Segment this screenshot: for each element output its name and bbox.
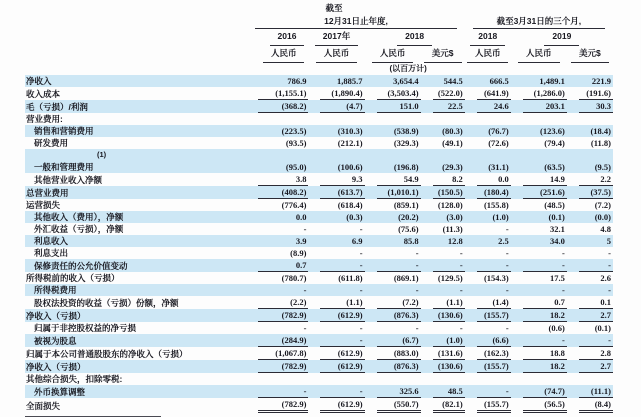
table-row bbox=[25, 87, 613, 100]
cell-value bbox=[465, 113, 511, 125]
table-row bbox=[25, 347, 613, 360]
header-currency-row bbox=[25, 46, 613, 63]
cell-value: (8.4) bbox=[567, 398, 613, 413]
cell-value: 22.5 bbox=[421, 100, 465, 113]
cell-value: (155.8) bbox=[483, 200, 509, 210]
cell-value: (37.5) bbox=[567, 186, 613, 199]
cell-value: (776.4) bbox=[281, 200, 307, 210]
table-row bbox=[25, 149, 613, 161]
cell-value: - bbox=[511, 334, 567, 347]
cell-value: (1.0) bbox=[421, 334, 465, 347]
cell-value: (251.6) bbox=[511, 186, 567, 199]
row-label: 毛（亏损）/利润 bbox=[25, 100, 203, 113]
cell-value: (6.7) bbox=[365, 334, 421, 347]
row-label: 其他收入（费用），净额 bbox=[25, 211, 203, 223]
row-label: 归属于本公司普通股股东的净收入（亏损） bbox=[26, 348, 188, 359]
cell-value bbox=[308, 149, 364, 161]
cell-value: - bbox=[511, 259, 567, 272]
cell-value: 34.0 bbox=[511, 235, 567, 247]
cell-value: (6.6) bbox=[465, 334, 511, 347]
cell-value: - bbox=[359, 323, 363, 333]
cell-value: - bbox=[415, 248, 419, 258]
row-label: 股权法投资的收益（亏损）份额，净额 bbox=[34, 297, 179, 308]
cell-value: (883.0) bbox=[365, 347, 421, 360]
cell-value: - bbox=[511, 284, 567, 296]
cell-value: - bbox=[415, 323, 419, 333]
cell-value: - bbox=[608, 248, 611, 258]
cell-value: (72.6) bbox=[488, 138, 509, 148]
cell-value: (1.1) bbox=[308, 296, 364, 309]
table-body bbox=[25, 75, 613, 413]
cell-value: (1,155.1) bbox=[203, 87, 308, 100]
row-label: 外汇收益（亏损），净额 bbox=[34, 224, 124, 234]
cell-value: 1,885.7 bbox=[308, 75, 364, 87]
cell-value: (613.7) bbox=[308, 186, 364, 199]
cell-value: (859.1) bbox=[393, 200, 419, 210]
cell-value: - bbox=[465, 259, 511, 272]
cell-value: (612.9) bbox=[308, 309, 364, 322]
row-label: 运营损失 bbox=[26, 200, 61, 210]
cell-value: (0.6) bbox=[548, 323, 565, 333]
cell-value: (368.2) bbox=[203, 100, 308, 113]
cell-value: 3.9 bbox=[203, 235, 308, 247]
cell-value: 151.0 bbox=[365, 100, 421, 113]
cell-value bbox=[421, 149, 465, 161]
cell-value bbox=[421, 113, 465, 125]
cell-value: 8.2 bbox=[421, 173, 465, 186]
cell-value: (0.1) bbox=[594, 323, 611, 333]
year-column-2016: 2016 bbox=[203, 29, 308, 46]
cell-value: (155.7) bbox=[465, 309, 511, 322]
cell-value bbox=[511, 113, 567, 125]
cell-value: (1.1) bbox=[421, 296, 465, 309]
cell-value: (100.6) bbox=[308, 161, 364, 173]
table-row bbox=[25, 125, 613, 137]
table-row bbox=[25, 322, 613, 334]
cell-value bbox=[567, 113, 613, 125]
cell-value: (155.7) bbox=[465, 398, 511, 413]
cell-value: (310.3) bbox=[308, 125, 364, 137]
cell-value: - bbox=[303, 323, 307, 333]
currency-rmb-2018q1: 人民币 bbox=[465, 46, 511, 63]
cell-value bbox=[308, 373, 364, 385]
table-row bbox=[25, 247, 613, 259]
cell-value: (212.1) bbox=[337, 138, 363, 148]
cell-value: (522.0) bbox=[421, 87, 465, 100]
cell-value: (550.7) bbox=[365, 398, 421, 413]
cell-value: (7.2) bbox=[365, 296, 421, 309]
cell-value: 544.5 bbox=[421, 75, 465, 87]
cell-value: (1.0) bbox=[465, 211, 511, 223]
cell-value: 2.6 bbox=[600, 273, 611, 283]
cell-value bbox=[421, 373, 465, 385]
cell-value: - bbox=[365, 284, 421, 296]
currency-rmb-2018: 人民币 bbox=[365, 46, 421, 63]
cell-value: - bbox=[567, 284, 613, 296]
cell-value: - bbox=[203, 385, 308, 398]
cell-value: 786.9 bbox=[203, 75, 308, 87]
cell-value: (8.9) bbox=[290, 248, 307, 258]
cell-value: (538.9) bbox=[365, 125, 421, 137]
row-label: 归属于非控股权益的净亏损 bbox=[34, 323, 137, 333]
header-group-annual-line1: 截至 bbox=[325, 3, 343, 13]
cell-value bbox=[567, 373, 613, 385]
cell-value: (0.3) bbox=[308, 211, 364, 223]
row-label: 销售和营销费用 bbox=[25, 125, 203, 137]
cell-value: (11.1) bbox=[567, 385, 613, 398]
cell-value: - bbox=[421, 259, 465, 272]
cell-value bbox=[511, 149, 567, 161]
cell-value: - bbox=[505, 224, 509, 234]
cell-value: 221.9 bbox=[567, 75, 613, 87]
row-label: 其他综合损失，扣除零税: bbox=[26, 374, 123, 384]
row-label: 保修责任的公允价值变动 bbox=[25, 259, 203, 272]
cell-value: 2.2 bbox=[567, 173, 613, 186]
table-row bbox=[25, 334, 613, 347]
unit-note: (以百万计) bbox=[389, 64, 427, 73]
row-label: 收入成本 bbox=[26, 88, 61, 99]
row-label: 净收入（亏损） bbox=[25, 309, 203, 322]
cell-value: 3.8 bbox=[203, 173, 308, 186]
table-row bbox=[25, 398, 613, 413]
cell-value: (123.6) bbox=[511, 125, 567, 137]
cell-value: (191.6) bbox=[567, 87, 613, 100]
cell-value: - bbox=[567, 259, 613, 272]
cell-value: 5 bbox=[567, 235, 613, 247]
cell-value: (782.9) bbox=[203, 398, 308, 413]
cell-value: 32.1 bbox=[549, 224, 565, 234]
table-row bbox=[25, 100, 613, 113]
cell-value: (223.5) bbox=[203, 125, 308, 137]
cell-value: (0.0) bbox=[567, 211, 613, 223]
cell-value: (641.9) bbox=[465, 87, 511, 100]
cell-value: (93.5) bbox=[285, 138, 307, 148]
cell-value: (75.6) bbox=[398, 224, 419, 234]
cell-value: (782.9) bbox=[203, 309, 308, 322]
cell-value: (155.7) bbox=[465, 360, 511, 373]
row-label: 全面损失 bbox=[26, 400, 61, 411]
cell-value: - bbox=[359, 248, 363, 258]
cell-value: - bbox=[562, 248, 565, 258]
table-row bbox=[25, 173, 613, 186]
cell-value: (11.3) bbox=[442, 224, 463, 234]
cell-value: (611.8) bbox=[338, 273, 363, 283]
cell-value: 2.7 bbox=[567, 360, 613, 373]
cell-value: (80.3) bbox=[421, 125, 465, 137]
table-row bbox=[25, 296, 613, 309]
currency-usd-2018: 美元$ bbox=[421, 46, 465, 63]
cell-value: 9.3 bbox=[308, 173, 364, 186]
cell-value: - bbox=[505, 323, 509, 333]
cell-value: 203.1 bbox=[511, 100, 567, 113]
cell-value: 2.8 bbox=[567, 347, 613, 360]
row-label: 外币换算调整 bbox=[25, 385, 203, 398]
row-label: 利息收入 bbox=[25, 235, 203, 247]
cell-value: (129.5) bbox=[437, 273, 463, 283]
table-row bbox=[25, 360, 613, 373]
cell-value: (1,890.4) bbox=[308, 87, 364, 100]
table-row bbox=[25, 385, 613, 398]
cell-value: 85.8 bbox=[365, 235, 421, 247]
table-row bbox=[25, 223, 613, 235]
cell-value: (95.0) bbox=[203, 161, 308, 173]
cell-value: (31.1) bbox=[465, 161, 511, 173]
cell-value: 0.7 bbox=[511, 296, 567, 309]
cell-value: (79.4) bbox=[544, 138, 565, 148]
table-row bbox=[25, 284, 613, 296]
cell-value: - bbox=[308, 334, 364, 347]
row-label: (1) bbox=[25, 149, 203, 161]
cell-value: (180.4) bbox=[465, 186, 511, 199]
cell-value: 30.3 bbox=[567, 100, 613, 113]
cell-value: - bbox=[421, 284, 465, 296]
cell-value: - bbox=[505, 248, 509, 258]
cell-value: 4.8 bbox=[600, 224, 611, 234]
currency-rmb-2019q1: 人民币 bbox=[511, 46, 567, 63]
cell-value: (130.6) bbox=[421, 360, 465, 373]
cell-value: 1,489.1 bbox=[511, 75, 567, 87]
cell-value bbox=[465, 373, 511, 385]
table-row bbox=[25, 75, 613, 87]
currency-usd-2019q1: 美元$ bbox=[567, 46, 613, 63]
cell-value: (612.9) bbox=[308, 360, 364, 373]
row-label: 所得税费用 bbox=[25, 284, 203, 296]
cell-value: (48.5) bbox=[544, 200, 565, 210]
cell-value: 14.9 bbox=[511, 173, 567, 186]
header-unit-row bbox=[25, 63, 613, 75]
cell-value: (7.2) bbox=[594, 200, 611, 210]
row-label: 其他营业收入净额 bbox=[34, 174, 103, 185]
cell-value bbox=[567, 149, 613, 161]
cell-value: (612.9) bbox=[308, 398, 364, 413]
cell-value: 325.6 bbox=[365, 385, 421, 398]
cell-value: 3,654.4 bbox=[365, 75, 421, 87]
cell-value: (63.5) bbox=[511, 161, 567, 173]
cell-value: - bbox=[567, 334, 613, 347]
cell-value: - bbox=[308, 259, 364, 272]
row-label: 被视为股息 bbox=[25, 334, 203, 347]
cell-value: - bbox=[365, 259, 421, 272]
cell-value: (1,067.8) bbox=[203, 347, 308, 360]
cell-value: 2.5 bbox=[465, 235, 511, 247]
cell-value: (2.2) bbox=[203, 296, 308, 309]
cell-value bbox=[203, 113, 308, 125]
row-label: 营业费用: bbox=[26, 114, 63, 124]
cell-value bbox=[365, 149, 421, 161]
cell-value: (131.6) bbox=[421, 347, 465, 360]
year-column-2018-annual: 2018 bbox=[365, 29, 465, 46]
cell-value: (56.5) bbox=[511, 398, 567, 413]
row-label: 研发费用 bbox=[34, 138, 69, 148]
cell-value bbox=[203, 149, 308, 161]
cell-value: (49.1) bbox=[442, 138, 463, 148]
cell-value: (82.1) bbox=[421, 398, 465, 413]
row-label: 所得税前的收入（亏损） bbox=[26, 273, 120, 283]
cell-value: 666.5 bbox=[465, 75, 511, 87]
cell-value: (780.7) bbox=[281, 273, 307, 283]
cell-value: 2.7 bbox=[567, 309, 613, 322]
income-statement-table bbox=[25, 2, 613, 413]
cell-value: (29.3) bbox=[421, 161, 465, 173]
cell-value: 18.2 bbox=[511, 360, 567, 373]
table-row bbox=[25, 186, 613, 199]
row-label: 利息支出 bbox=[34, 248, 69, 258]
cell-value: 0.7 bbox=[203, 259, 308, 272]
header-group-quarterly bbox=[465, 2, 613, 29]
currency-rmb-2016: 人民币 bbox=[203, 46, 308, 63]
cell-value: (0.1) bbox=[511, 211, 567, 223]
cell-value: (196.8) bbox=[365, 161, 421, 173]
year-column-2017: 2017年 bbox=[308, 29, 364, 46]
cell-value: (1,286.0) bbox=[511, 87, 567, 100]
table-row bbox=[25, 259, 613, 272]
cell-value: (74.7) bbox=[511, 385, 567, 398]
cell-value: 6.9 bbox=[308, 235, 364, 247]
year-column-2019-q1: 2019 bbox=[511, 29, 613, 46]
cell-value: - bbox=[303, 224, 307, 234]
cell-value: (18.4) bbox=[567, 125, 613, 137]
header-spacer bbox=[25, 2, 203, 29]
cell-value: (869.1) bbox=[393, 273, 419, 283]
cell-value: 17.5 bbox=[549, 273, 565, 283]
header-group-annual bbox=[203, 2, 464, 29]
table-row bbox=[25, 113, 613, 125]
cell-value: (3,503.4) bbox=[365, 87, 421, 100]
cell-value bbox=[511, 373, 567, 385]
cell-value bbox=[365, 113, 421, 125]
cell-value: - bbox=[465, 284, 511, 296]
cell-value bbox=[365, 373, 421, 385]
table-row bbox=[25, 161, 613, 173]
cell-value: (4.7) bbox=[308, 100, 364, 113]
cell-value: - bbox=[308, 284, 364, 296]
row-label: 总营业费用 bbox=[25, 186, 203, 199]
table-row bbox=[25, 137, 613, 149]
cell-value: (130.6) bbox=[421, 309, 465, 322]
cell-value: (154.3) bbox=[483, 273, 509, 283]
row-label: 一般和管理费用 bbox=[25, 161, 203, 173]
cell-value: 18.8 bbox=[511, 347, 567, 360]
cell-value: - bbox=[459, 323, 463, 333]
cell-value: (76.7) bbox=[465, 125, 511, 137]
year-column-2018-q1: 2018 bbox=[465, 29, 511, 46]
table-row bbox=[25, 211, 613, 223]
cell-value: (284.9) bbox=[203, 334, 308, 347]
cell-value: (876.3) bbox=[365, 360, 421, 373]
cell-value: (329.3) bbox=[393, 138, 419, 148]
cell-value: - bbox=[359, 224, 363, 234]
cell-value: (876.3) bbox=[365, 309, 421, 322]
cell-value: 0.0 bbox=[203, 211, 308, 223]
cell-value: (162.3) bbox=[465, 347, 511, 360]
table-row bbox=[25, 199, 613, 211]
currency-rmb-2017: 人民币 bbox=[308, 46, 364, 63]
cell-value: (618.4) bbox=[337, 200, 363, 210]
cell-value: 48.5 bbox=[421, 385, 465, 398]
header-period-row bbox=[25, 2, 613, 29]
cell-value: (1,010.1) bbox=[365, 186, 421, 199]
cell-value: 54.9 bbox=[365, 173, 421, 186]
row-label: 净收入 bbox=[25, 75, 203, 87]
cell-value: 12.8 bbox=[421, 235, 465, 247]
cell-value: - bbox=[203, 284, 308, 296]
cell-value: (1.4) bbox=[465, 296, 511, 309]
cell-value: (150.5) bbox=[421, 186, 465, 199]
header-group-quarterly-label: 截至3月31日的三个月, bbox=[473, 15, 605, 29]
row-label: 净收入（亏损） bbox=[25, 360, 203, 373]
cell-value: (11.8) bbox=[590, 138, 611, 148]
cell-value: 0.1 bbox=[567, 296, 613, 309]
cell-value: (612.9) bbox=[308, 347, 364, 360]
cell-value bbox=[308, 113, 364, 125]
table-row bbox=[25, 235, 613, 247]
cell-value: - bbox=[308, 385, 364, 398]
cell-value: (20.2) bbox=[365, 211, 421, 223]
cell-value: (9.5) bbox=[567, 161, 613, 173]
header-years-row bbox=[25, 29, 613, 46]
cell-value: 24.6 bbox=[465, 100, 511, 113]
cell-value: (128.0) bbox=[437, 200, 463, 210]
table-row bbox=[25, 309, 613, 322]
cell-value: (408.2) bbox=[203, 186, 308, 199]
cell-value: - bbox=[459, 248, 463, 258]
header-group-annual-line2: 12月31日止年度, bbox=[255, 15, 456, 29]
cell-value: 18.2 bbox=[511, 309, 567, 322]
cell-value bbox=[203, 373, 308, 385]
cell-value: - bbox=[465, 385, 511, 398]
cell-value: 0.0 bbox=[465, 173, 511, 186]
table-row bbox=[25, 373, 613, 385]
cell-value: (3.0) bbox=[421, 211, 465, 223]
cell-value bbox=[465, 149, 511, 161]
table-row bbox=[25, 272, 613, 284]
cell-value: (782.9) bbox=[203, 360, 308, 373]
